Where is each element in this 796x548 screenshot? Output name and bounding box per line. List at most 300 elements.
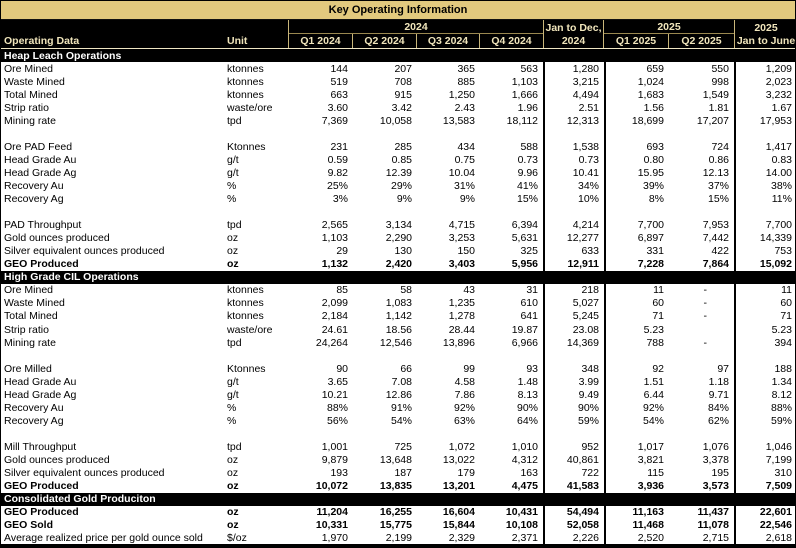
value-cell: 11 — [734, 284, 796, 297]
value-cell: 11,204 — [316, 506, 348, 519]
value-cell: 163 — [520, 467, 538, 480]
row-label: Total Mined — [4, 88, 58, 101]
value-cell: 5,631 — [511, 232, 538, 245]
row-label: Silver equivalent ounces produced — [4, 467, 165, 480]
table-row — [1, 297, 795, 310]
row-label: Ore Mined — [4, 62, 54, 75]
value-cell: 952 — [543, 440, 604, 453]
value-cell: 3.42 — [391, 101, 412, 114]
value-cell: 144 — [330, 62, 348, 75]
value-cell: 84% — [707, 401, 729, 414]
value-cell: 18,699 — [604, 114, 669, 127]
table-row — [1, 219, 795, 232]
value-cell — [734, 206, 796, 219]
value-cell: 1,132 — [321, 258, 348, 271]
value-cell — [669, 206, 734, 219]
value-cell: 610 — [520, 297, 538, 310]
value-cell: 1,683 — [604, 88, 669, 101]
value-cell: 2.43 — [454, 101, 475, 114]
value-cell: - — [703, 310, 707, 323]
row-unit: g/t — [227, 388, 239, 401]
row-label: Head Grade Au — [4, 375, 77, 388]
value-cell: 37% — [707, 179, 729, 192]
value-cell: 885 — [457, 75, 475, 88]
value-cell: 588 — [520, 140, 538, 153]
value-cell: 1.81 — [708, 101, 729, 114]
row-unit — [225, 206, 289, 219]
value-cell: 115 — [604, 467, 669, 480]
value-cell: 0.59 — [327, 153, 348, 166]
value-cell: 2.51 — [543, 101, 604, 114]
table-row — [1, 519, 795, 532]
value-cell: 15% — [707, 193, 729, 206]
value-cell: 563 — [520, 62, 538, 75]
value-cell: 18.56 — [385, 323, 412, 336]
table-row — [1, 284, 795, 297]
value-cell: 13,583 — [442, 114, 475, 127]
value-cell: 24,264 — [315, 336, 348, 349]
row-unit: g/t — [227, 153, 239, 166]
value-cell: 188 — [734, 362, 796, 375]
value-cell — [289, 427, 353, 440]
value-cell: 1,076 — [702, 440, 729, 453]
value-cell: 28.44 — [448, 323, 475, 336]
row-label — [1, 427, 225, 440]
value-cell: 3,134 — [385, 219, 412, 232]
value-cell: 90 — [336, 362, 348, 375]
value-cell: 24.61 — [321, 323, 348, 336]
table-row — [1, 258, 795, 271]
value-cell: - — [703, 297, 707, 310]
value-cell: 218 — [543, 284, 604, 297]
row-label: Recovery Ag — [4, 193, 64, 206]
row-label — [1, 206, 225, 219]
value-cell: 2,199 — [385, 532, 412, 545]
value-cell: 4,214 — [543, 219, 604, 232]
value-cell: 8.12 — [734, 388, 796, 401]
row-label: Gold ounces produced — [4, 232, 110, 245]
value-cell: 59% — [734, 414, 796, 427]
column-header-q1-2025: Q1 2025 — [604, 34, 669, 48]
value-cell: 17,953 — [734, 114, 796, 127]
row-label: Waste Mined — [4, 297, 65, 310]
row-label: PAD Throughput — [4, 219, 82, 232]
value-cell: 13,022 — [442, 453, 475, 466]
row-label — [1, 349, 225, 362]
value-cell — [417, 349, 480, 362]
value-cell: 3% — [332, 193, 348, 206]
value-cell: 90% — [543, 401, 604, 414]
value-cell: 1,024 — [604, 75, 669, 88]
value-cell — [669, 127, 734, 140]
value-cell: 11,163 — [604, 506, 669, 519]
value-cell: 2,371 — [511, 532, 538, 545]
value-cell: 10,331 — [315, 519, 348, 532]
value-cell: 11% — [734, 193, 796, 206]
value-cell: 207 — [394, 62, 412, 75]
value-cell — [480, 427, 543, 440]
row-unit: $/oz — [227, 532, 247, 545]
spacer-row — [1, 427, 795, 440]
value-cell: 3,378 — [702, 453, 729, 466]
value-cell: 7,369 — [321, 114, 348, 127]
value-cell — [480, 127, 543, 140]
value-cell — [353, 427, 417, 440]
value-cell: 11,078 — [697, 519, 729, 532]
value-cell: 93 — [526, 362, 538, 375]
spacer-row — [1, 127, 795, 140]
spacer-row — [1, 349, 795, 362]
value-cell: 722 — [543, 467, 604, 480]
table-row — [1, 453, 795, 466]
row-unit: ktonnes — [227, 62, 264, 75]
value-cell: 179 — [457, 467, 475, 480]
row-unit: oz — [227, 245, 239, 258]
value-cell: 0.85 — [391, 153, 412, 166]
value-cell: 3.60 — [327, 101, 348, 114]
value-cell: 2,023 — [734, 75, 796, 88]
value-cell: 56% — [326, 414, 348, 427]
value-cell — [734, 349, 796, 362]
value-cell: 193 — [330, 467, 348, 480]
table-row — [1, 506, 795, 519]
value-cell — [543, 127, 604, 140]
value-cell: 22,546 — [734, 519, 796, 532]
value-cell: 130 — [394, 245, 412, 258]
row-label: Silver equivalent ounces produced — [4, 245, 165, 258]
value-cell: 2,184 — [321, 310, 348, 323]
value-cell: 10,072 — [315, 480, 348, 493]
row-label: Mining rate — [4, 114, 56, 127]
row-unit: ktonnes — [227, 310, 264, 323]
value-cell: 10% — [543, 193, 604, 206]
table-row — [1, 336, 795, 349]
value-cell: 15,092 — [734, 258, 796, 271]
value-cell: 3,215 — [543, 75, 604, 88]
value-cell: 2,715 — [702, 532, 729, 545]
value-cell: 1.56 — [604, 101, 669, 114]
table-row — [1, 179, 795, 192]
row-unit: % — [227, 401, 237, 414]
group-header-2025: 2025 — [604, 20, 734, 34]
value-cell: 58 — [400, 284, 412, 297]
value-cell: 85 — [336, 284, 348, 297]
value-cell: 434 — [457, 140, 475, 153]
row-unit — [225, 427, 289, 440]
value-cell: 91% — [390, 401, 412, 414]
value-cell — [669, 323, 734, 336]
value-cell: 90% — [516, 401, 538, 414]
column-header-q3-2024: Q3 2024 — [417, 34, 480, 48]
section-header: Consolidated Gold Produciton — [1, 493, 795, 506]
value-cell: 2,226 — [543, 532, 604, 545]
column-header-jan-to-dec-2024 — [543, 20, 604, 48]
value-cell: 422 — [711, 245, 729, 258]
value-cell: 8% — [604, 193, 669, 206]
value-cell: 25% — [326, 179, 348, 192]
table-row — [1, 101, 795, 114]
value-cell: 71 — [734, 310, 796, 323]
value-cell — [543, 206, 604, 219]
value-cell: 0.86 — [708, 153, 729, 166]
value-cell: 1,103 — [321, 232, 348, 245]
row-label: Gold ounces produced — [4, 453, 110, 466]
value-cell: 16,255 — [379, 506, 412, 519]
value-cell: 4,475 — [511, 480, 538, 493]
value-cell: 2,520 — [604, 532, 669, 545]
row-label: GEO Produced — [4, 480, 79, 493]
value-cell: 3,573 — [702, 480, 729, 493]
value-cell: 1,209 — [734, 62, 796, 75]
table-row — [1, 153, 795, 166]
column-header-operating-data: Operating Data — [4, 35, 80, 47]
value-cell: 1,083 — [385, 297, 412, 310]
value-cell: 9.71 — [708, 388, 729, 401]
value-cell — [417, 127, 480, 140]
value-cell: 325 — [520, 245, 538, 258]
value-cell: 10,431 — [505, 506, 538, 519]
value-cell: 1,250 — [448, 88, 475, 101]
value-cell: 1,538 — [543, 140, 604, 153]
value-cell: 10.21 — [321, 388, 348, 401]
value-cell: 11 — [604, 284, 669, 297]
table-row — [1, 323, 795, 336]
value-cell — [289, 349, 353, 362]
value-cell: 1,235 — [448, 297, 475, 310]
value-cell: 519 — [330, 75, 348, 88]
row-unit: oz — [227, 453, 239, 466]
value-cell: 12,277 — [543, 232, 604, 245]
value-cell: 34% — [543, 179, 604, 192]
value-cell: 9.96 — [517, 166, 538, 179]
value-cell: 641 — [520, 310, 538, 323]
value-cell: 550 — [711, 62, 729, 75]
row-label: GEO Produced — [4, 506, 79, 519]
value-cell: 2,420 — [385, 258, 412, 271]
value-cell: 1,417 — [734, 140, 796, 153]
value-cell: 1,142 — [385, 310, 412, 323]
value-cell: 54,494 — [543, 506, 604, 519]
value-cell: 1,001 — [321, 440, 348, 453]
value-cell: 6,394 — [511, 219, 538, 232]
value-cell: 633 — [543, 245, 604, 258]
value-cell: 15,775 — [379, 519, 412, 532]
value-cell: 659 — [604, 62, 669, 75]
value-cell: 29% — [390, 179, 412, 192]
value-cell: 9.82 — [327, 166, 348, 179]
value-cell: 18,112 — [506, 114, 538, 127]
value-cell: 1.67 — [734, 101, 796, 114]
value-cell — [289, 206, 353, 219]
value-cell: 15% — [516, 193, 538, 206]
row-label — [1, 127, 225, 140]
table-title: Key Operating Information — [1, 1, 795, 20]
value-cell — [734, 127, 796, 140]
row-unit: Ktonnes — [227, 140, 266, 153]
value-cell: 7,953 — [702, 219, 729, 232]
row-label: Recovery Au — [4, 179, 64, 192]
row-unit: ktonnes — [227, 284, 264, 297]
table-row — [1, 245, 795, 258]
value-cell: 15.95 — [604, 166, 669, 179]
value-cell — [669, 427, 734, 440]
value-cell: 88% — [734, 401, 796, 414]
value-cell: 15,844 — [442, 519, 475, 532]
value-cell: 1.96 — [517, 101, 538, 114]
row-label: Ore Milled — [4, 362, 52, 375]
value-cell: 13,896 — [442, 336, 475, 349]
table-row — [1, 440, 795, 453]
column-header-2025-jan-to-june — [734, 20, 796, 48]
value-cell: 9% — [396, 193, 412, 206]
value-cell — [543, 427, 604, 440]
value-cell: 92% — [604, 401, 669, 414]
jan-to-june-line2: Jan to June — [736, 35, 796, 47]
value-cell: 14,369 — [543, 336, 604, 349]
value-cell: 52,058 — [543, 519, 604, 532]
value-cell: 13,201 — [442, 480, 475, 493]
value-cell: 1.48 — [517, 375, 538, 388]
value-cell: 7.08 — [391, 375, 412, 388]
value-cell: 17,207 — [696, 114, 729, 127]
value-cell: 92 — [604, 362, 669, 375]
value-cell — [480, 206, 543, 219]
value-cell: 2,099 — [321, 297, 348, 310]
value-cell: 725 — [394, 440, 412, 453]
value-cell: 11,437 — [697, 506, 729, 519]
value-cell: 663 — [330, 88, 348, 101]
value-cell: 13,648 — [379, 453, 412, 466]
value-cell: 4,494 — [543, 88, 604, 101]
value-cell — [604, 349, 669, 362]
table-header — [1, 20, 795, 49]
value-cell: 13,835 — [379, 480, 412, 493]
value-cell: 9,879 — [321, 453, 348, 466]
value-cell — [353, 127, 417, 140]
value-cell: 60 — [734, 297, 796, 310]
row-unit: waste/ore — [227, 101, 273, 114]
table-row — [1, 375, 795, 388]
row-unit: waste/ore — [227, 323, 273, 336]
value-cell: 66 — [400, 362, 412, 375]
value-cell: 195 — [711, 467, 729, 480]
value-cell: 8.13 — [517, 388, 538, 401]
value-cell: 6,897 — [604, 232, 669, 245]
value-cell: 43 — [463, 284, 475, 297]
table-row — [1, 532, 795, 545]
value-cell: 0.73 — [543, 153, 604, 166]
value-cell: 7,700 — [604, 219, 669, 232]
row-unit: oz — [227, 258, 239, 271]
value-cell: - — [703, 284, 707, 297]
value-cell: 3,821 — [604, 453, 669, 466]
row-label: Recovery Ag — [4, 414, 64, 427]
section-header: Heap Leach Operations — [1, 49, 795, 62]
value-cell: 71 — [604, 310, 669, 323]
value-cell: 10.41 — [543, 166, 604, 179]
row-unit: oz — [227, 519, 239, 532]
value-cell: 11,468 — [604, 519, 669, 532]
value-cell: 12,911 — [543, 258, 604, 271]
row-unit: ktonnes — [227, 297, 264, 310]
value-cell: 59% — [543, 414, 604, 427]
table-row — [1, 140, 795, 153]
value-cell: 41% — [516, 179, 538, 192]
value-cell: 6.44 — [604, 388, 669, 401]
value-cell: 7,442 — [702, 232, 729, 245]
value-cell: 0.73 — [517, 153, 538, 166]
table-row — [1, 62, 795, 75]
value-cell: 4.58 — [454, 375, 475, 388]
value-cell: 693 — [604, 140, 669, 153]
value-cell: 62% — [707, 414, 729, 427]
value-cell — [604, 427, 669, 440]
value-cell: 1,046 — [734, 440, 796, 453]
row-unit: ktonnes — [227, 75, 264, 88]
value-cell: 63% — [453, 414, 475, 427]
value-cell: 92% — [453, 401, 475, 414]
row-label: Head Grade Au — [4, 153, 77, 166]
value-cell: 285 — [394, 140, 412, 153]
value-cell: 998 — [711, 75, 729, 88]
column-header-q2-2024: Q2 2024 — [353, 34, 417, 48]
jan-to-june-line1: 2025 — [754, 22, 778, 34]
row-label: Average realized price per gold ounce sold — [4, 532, 203, 545]
row-unit: oz — [227, 506, 239, 519]
row-label: Head Grade Ag — [4, 166, 77, 179]
row-unit: tpd — [227, 219, 242, 232]
value-cell: 365 — [457, 62, 475, 75]
value-cell: 3,403 — [448, 258, 475, 271]
value-cell — [417, 427, 480, 440]
row-unit: g/t — [227, 375, 239, 388]
value-cell: 7,864 — [702, 258, 729, 271]
value-cell: 12.86 — [385, 388, 412, 401]
value-cell: 12,546 — [379, 336, 412, 349]
column-header-unit: Unit — [225, 20, 289, 48]
value-cell: 4,715 — [448, 219, 475, 232]
value-cell: 88% — [326, 401, 348, 414]
value-cell: 12.39 — [385, 166, 412, 179]
value-cell: 394 — [734, 336, 796, 349]
value-cell: 7.86 — [454, 388, 475, 401]
table-row — [1, 114, 795, 127]
row-unit: ktonnes — [227, 88, 264, 101]
value-cell: 187 — [394, 467, 412, 480]
value-cell: 331 — [604, 245, 669, 258]
row-label: GEO Produced — [4, 258, 79, 271]
table-row — [1, 88, 795, 101]
value-cell: 2,290 — [385, 232, 412, 245]
value-cell: 10,058 — [379, 114, 412, 127]
value-cell: 1,010 — [511, 440, 538, 453]
spacer-row — [1, 206, 795, 219]
row-label: Ore Mined — [4, 284, 54, 297]
row-unit: g/t — [227, 166, 239, 179]
value-cell: 64% — [516, 414, 538, 427]
value-cell: 0.83 — [734, 153, 796, 166]
value-cell — [480, 349, 543, 362]
value-cell: 1.18 — [708, 375, 729, 388]
value-cell: 22,601 — [734, 506, 796, 519]
value-cell: 5,956 — [511, 258, 538, 271]
value-cell: 54% — [390, 414, 412, 427]
value-cell: 5.23 — [734, 323, 796, 336]
value-cell: 9% — [459, 193, 475, 206]
value-cell: 1,280 — [543, 62, 604, 75]
row-label: Waste Mined — [4, 75, 65, 88]
value-cell: 1,017 — [604, 440, 669, 453]
